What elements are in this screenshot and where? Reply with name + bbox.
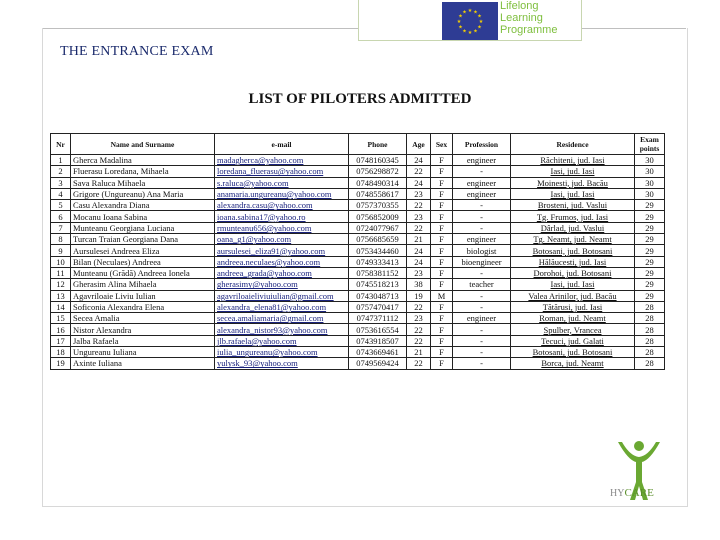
residence-cell: Roman, jud. Neamt: [511, 313, 635, 324]
email-cell[interactable]: alexandra_nistor93@yahoo.com: [215, 324, 349, 335]
age-cell: 24: [407, 177, 431, 188]
residence-cell: Botosani, jud. Botosani: [511, 245, 635, 256]
exam-points-cell: 29: [635, 211, 665, 222]
name-cell: Aursulesei Andreea Eliza: [71, 245, 215, 256]
age-cell: 23: [407, 267, 431, 278]
sex-cell: F: [431, 267, 453, 278]
row-number: 11: [51, 267, 71, 278]
column-header: Profession: [453, 134, 511, 155]
table-row: [51, 200, 665, 211]
phone-cell: 0743048713: [349, 290, 407, 301]
exam-points-cell: 29: [635, 222, 665, 233]
table-row: [51, 279, 665, 290]
name-cell: Gherasim Alina Mihaela: [71, 279, 215, 290]
age-cell: 21: [407, 347, 431, 358]
profession-cell: teacher: [453, 279, 511, 290]
eu-star-icon: ★: [462, 28, 467, 35]
residence-cell: Iasi, jud. Iasi: [511, 188, 635, 199]
phone-cell: 0748160345: [349, 155, 407, 166]
profession-cell: -: [453, 166, 511, 177]
age-cell: 23: [407, 188, 431, 199]
column-header: Name and Surname: [71, 134, 215, 155]
phone-cell: 0745518213: [349, 279, 407, 290]
age-cell: 24: [407, 256, 431, 267]
profession-cell: engineer: [453, 155, 511, 166]
eu-star-icon: ★: [473, 9, 478, 16]
residence-cell: Moinesti, jud. Bacău: [511, 177, 635, 188]
email-cell[interactable]: andreea_grada@yahoo.com: [215, 267, 349, 278]
row-number: 7: [51, 222, 71, 233]
column-header: Residence: [511, 134, 635, 155]
row-number: 15: [51, 313, 71, 324]
profession-cell: -: [453, 358, 511, 369]
profession-cell: -: [453, 222, 511, 233]
name-cell: Agavriloaie Liviu Iulian: [71, 290, 215, 301]
row-number: 13: [51, 290, 71, 301]
profession-cell: biologist: [453, 245, 511, 256]
residence-cell: Răchiteni, jud. Iasi: [511, 155, 635, 166]
email-cell[interactable]: madagherca@yahoo.com: [215, 155, 349, 166]
residence-cell: Iasi, jud. Iasi: [511, 166, 635, 177]
hycare-logo-text: [610, 485, 654, 501]
residence-cell: Dorohoi, jud. Botosani: [511, 267, 635, 278]
residence-cell: Iasi, jud. Iasi: [511, 279, 635, 290]
profession-cell: -: [453, 267, 511, 278]
name-cell: Mocanu Ioana Sabina: [71, 211, 215, 222]
table-row: [51, 301, 665, 312]
table-row: [51, 267, 665, 278]
row-number: 3: [51, 177, 71, 188]
sex-cell: F: [431, 188, 453, 199]
email-cell[interactable]: yulysk_93@yahoo.com: [215, 358, 349, 369]
eu-star-icon: ★: [462, 9, 467, 16]
name-cell: Axinte Iuliana: [71, 358, 215, 369]
phone-cell: 0748558617: [349, 188, 407, 199]
name-cell: Ungureanu Iuliana: [71, 347, 215, 358]
age-cell: 22: [407, 166, 431, 177]
row-number: 4: [51, 188, 71, 199]
residence-cell: Tg. Frumos, jud. Iasi: [511, 211, 635, 222]
residence-cell: Dârlad, jud. Vaslui: [511, 222, 635, 233]
exam-points-cell: 28: [635, 324, 665, 335]
residence-cell: Tătărusi, jud. Iasi: [511, 301, 635, 312]
row-number: 10: [51, 256, 71, 267]
exam-points-cell: 28: [635, 335, 665, 346]
name-cell: Bilan (Neculaes) Andreea: [71, 256, 215, 267]
column-header: e-mail: [215, 134, 349, 155]
email-cell[interactable]: loredana_fluerasu@yahoo.com: [215, 166, 349, 177]
sex-cell: F: [431, 324, 453, 335]
column-header: Nr: [51, 134, 71, 155]
sex-cell: F: [431, 279, 453, 290]
row-number: 19: [51, 358, 71, 369]
sex-cell: F: [431, 222, 453, 233]
table-row: [51, 290, 665, 301]
name-cell: Munteanu (Grădă) Andreea Ionela: [71, 267, 215, 278]
row-number: 6: [51, 211, 71, 222]
name-cell: Grigore (Ungureanu) Ana Maria: [71, 188, 215, 199]
name-cell: Secea Amalia: [71, 313, 215, 324]
exam-points-cell: 29: [635, 267, 665, 278]
table-row: [51, 211, 665, 222]
hycare-prefix: HY: [610, 488, 625, 499]
age-cell: 22: [407, 200, 431, 211]
age-cell: 22: [407, 335, 431, 346]
name-cell: Fluerasu Loredana, Mihaela: [71, 166, 215, 177]
table-row: [51, 166, 665, 177]
age-cell: 23: [407, 211, 431, 222]
eu-star-icon: ★: [467, 30, 473, 36]
table-row: [51, 347, 665, 358]
row-number: 18: [51, 347, 71, 358]
eu-star-icon: ★: [473, 28, 478, 35]
sex-cell: F: [431, 155, 453, 166]
row-number: 1: [51, 155, 71, 166]
sex-cell: F: [431, 211, 453, 222]
row-number: 16: [51, 324, 71, 335]
email-cell[interactable]: secea.amaliamaria@gmail.com: [215, 313, 349, 324]
column-header: Phone: [349, 134, 407, 155]
profession-cell: -: [453, 301, 511, 312]
age-cell: 19: [407, 290, 431, 301]
phone-cell: 0743669461: [349, 347, 407, 358]
age-cell: 22: [407, 301, 431, 312]
row-number: 12: [51, 279, 71, 290]
table-row: [51, 335, 665, 346]
phone-cell: 0757470417: [349, 301, 407, 312]
sex-cell: F: [431, 358, 453, 369]
exam-points-cell: 29: [635, 290, 665, 301]
exam-points-cell: 28: [635, 358, 665, 369]
phone-cell: 0756298872: [349, 166, 407, 177]
email-cell[interactable]: jlb.rafaela@yahoo.com: [215, 335, 349, 346]
sex-cell: F: [431, 301, 453, 312]
sex-cell: F: [431, 177, 453, 188]
logo-line-2: Learning: [500, 12, 543, 24]
hycare-suffix: CARE: [624, 487, 654, 499]
email-cell[interactable]: gherasimy@yahoo.com: [215, 279, 349, 290]
table-row: [51, 222, 665, 233]
exam-points-cell: 29: [635, 245, 665, 256]
table-row: [51, 245, 665, 256]
exam-points-cell: 30: [635, 177, 665, 188]
residence-cell: Tecuci, jud. Galati: [511, 335, 635, 346]
email-cell[interactable]: anamaria.ungureanu@yahoo.com: [215, 188, 349, 199]
phone-cell: 0753616554: [349, 324, 407, 335]
name-cell: Gherca Madalina: [71, 155, 215, 166]
profession-cell: -: [453, 347, 511, 358]
profession-cell: -: [453, 200, 511, 211]
eu-star-icon: ★: [467, 8, 473, 14]
age-cell: 22: [407, 222, 431, 233]
phone-cell: 0749569424: [349, 358, 407, 369]
exam-points-cell: 30: [635, 188, 665, 199]
residence-cell: Brosteni, jud. Vaslui: [511, 200, 635, 211]
name-cell: Jalba Rafaela: [71, 335, 215, 346]
email-cell[interactable]: alexandra.casu@yahoo.com: [215, 200, 349, 211]
admitted-table: [50, 133, 665, 370]
residence-cell: Borca, jud. Neamt: [511, 358, 635, 369]
email-cell[interactable]: andreea.neculaes@yahoo.com: [215, 256, 349, 267]
name-cell: Turcan Traian Georgiana Dana: [71, 234, 215, 245]
email-cell[interactable]: oana_g1@yahoo.com: [215, 234, 349, 245]
email-cell[interactable]: rmunteanu656@yahoo.com: [215, 222, 349, 233]
column-header: Age: [407, 134, 431, 155]
residence-cell: Spulber, Vrancea: [511, 324, 635, 335]
email-cell[interactable]: iulia_ungureanu@yahoo.com: [215, 347, 349, 358]
exam-points-cell: 29: [635, 200, 665, 211]
age-cell: 22: [407, 324, 431, 335]
table-row: [51, 256, 665, 267]
profession-cell: engineer: [453, 313, 511, 324]
name-cell: Nistor Alexandra: [71, 324, 215, 335]
email-cell[interactable]: alexandra_elena81@yahoo.com: [215, 301, 349, 312]
logo-line-1: Lifelong: [500, 0, 539, 12]
exam-points-cell: 29: [635, 256, 665, 267]
sex-cell: F: [431, 166, 453, 177]
email-cell[interactable]: ioana.sabina17@yahoo.ro: [215, 211, 349, 222]
row-number: 14: [51, 301, 71, 312]
exam-points-cell: 29: [635, 279, 665, 290]
table-row: [51, 234, 665, 245]
list-title: LIST OF PILOTERS ADMITTED: [248, 91, 472, 107]
profession-cell: -: [453, 324, 511, 335]
phone-cell: 0743918507: [349, 335, 407, 346]
profession-cell: engineer: [453, 188, 511, 199]
eu-star-icon: ★: [478, 19, 484, 25]
profession-cell: engineer: [453, 234, 511, 245]
age-cell: 24: [407, 155, 431, 166]
table-row: [51, 155, 665, 166]
profession-cell: -: [453, 335, 511, 346]
sex-cell: F: [431, 313, 453, 324]
lifelong-learning-logo: [500, 0, 557, 36]
email-cell[interactable]: aursulesei_eliza91@yahoo.com: [215, 245, 349, 256]
phone-cell: 0756852009: [349, 211, 407, 222]
admitted-table-container: [50, 133, 664, 370]
row-number: 5: [51, 200, 71, 211]
eu-flag-icon: [442, 2, 498, 40]
residence-cell: Tg. Neamt, jud. Neamt: [511, 234, 635, 245]
exam-points-cell: 28: [635, 347, 665, 358]
exam-points-cell: 30: [635, 155, 665, 166]
exam-points-cell: 29: [635, 234, 665, 245]
row-number: 8: [51, 234, 71, 245]
age-cell: 21: [407, 234, 431, 245]
eu-star-icon: ★: [477, 24, 482, 31]
sex-cell: F: [431, 335, 453, 346]
column-header: Sex: [431, 134, 453, 155]
table-body: [51, 155, 665, 370]
age-cell: 22: [407, 358, 431, 369]
name-cell: Munteanu Georgiana Luciana: [71, 222, 215, 233]
phone-cell: 0757370355: [349, 200, 407, 211]
age-cell: 23: [407, 313, 431, 324]
residence-cell: Botosani, jud. Botosani: [511, 347, 635, 358]
profession-cell: -: [453, 290, 511, 301]
age-cell: 24: [407, 245, 431, 256]
name-cell: Sava Raluca Mihaela: [71, 177, 215, 188]
phone-cell: 0749333413: [349, 256, 407, 267]
table-row: [51, 188, 665, 199]
name-cell: Casu Alexandra Diana: [71, 200, 215, 211]
table-row: [51, 177, 665, 188]
row-number: 2: [51, 166, 71, 177]
phone-cell: 0753434460: [349, 245, 407, 256]
sex-cell: M: [431, 290, 453, 301]
email-cell[interactable]: s.raluca@yahoo.com: [215, 177, 349, 188]
table-row: [51, 313, 665, 324]
eu-star-icon: ★: [458, 24, 463, 31]
residence-cell: Valea Arinilor, jud. Bacău: [511, 290, 635, 301]
eu-star-icon: ★: [477, 13, 482, 20]
exam-points-cell: 28: [635, 313, 665, 324]
section-title: THE ENTRANCE EXAM: [60, 44, 214, 59]
phone-cell: 0748490314: [349, 177, 407, 188]
sex-cell: F: [431, 200, 453, 211]
eu-star-icon: ★: [456, 19, 462, 25]
exam-points-cell: 30: [635, 166, 665, 177]
eu-star-icon: ★: [458, 13, 463, 20]
sex-cell: F: [431, 256, 453, 267]
phone-cell: 0758381152: [349, 267, 407, 278]
exam-points-cell: 28: [635, 301, 665, 312]
profession-cell: bioengineer: [453, 256, 511, 267]
age-cell: 38: [407, 279, 431, 290]
sex-cell: F: [431, 347, 453, 358]
phone-cell: 0724077967: [349, 222, 407, 233]
profession-cell: engineer: [453, 177, 511, 188]
table-header-row: [51, 134, 665, 155]
residence-cell: Hălăucesti, jud. Iasi: [511, 256, 635, 267]
row-number: 17: [51, 335, 71, 346]
phone-cell: 0756685659: [349, 234, 407, 245]
table-row: [51, 324, 665, 335]
sex-cell: F: [431, 245, 453, 256]
phone-cell: 0747371112: [349, 313, 407, 324]
sex-cell: F: [431, 234, 453, 245]
column-header: Exam points: [635, 134, 665, 155]
logo-line-3: Programme: [500, 24, 558, 36]
row-number: 9: [51, 245, 71, 256]
table-row: [51, 358, 665, 369]
email-cell[interactable]: agavriloaieliviuiulian@gmail.com: [215, 290, 349, 301]
profession-cell: -: [453, 211, 511, 222]
name-cell: Soficonia Alexandra Elena: [71, 301, 215, 312]
